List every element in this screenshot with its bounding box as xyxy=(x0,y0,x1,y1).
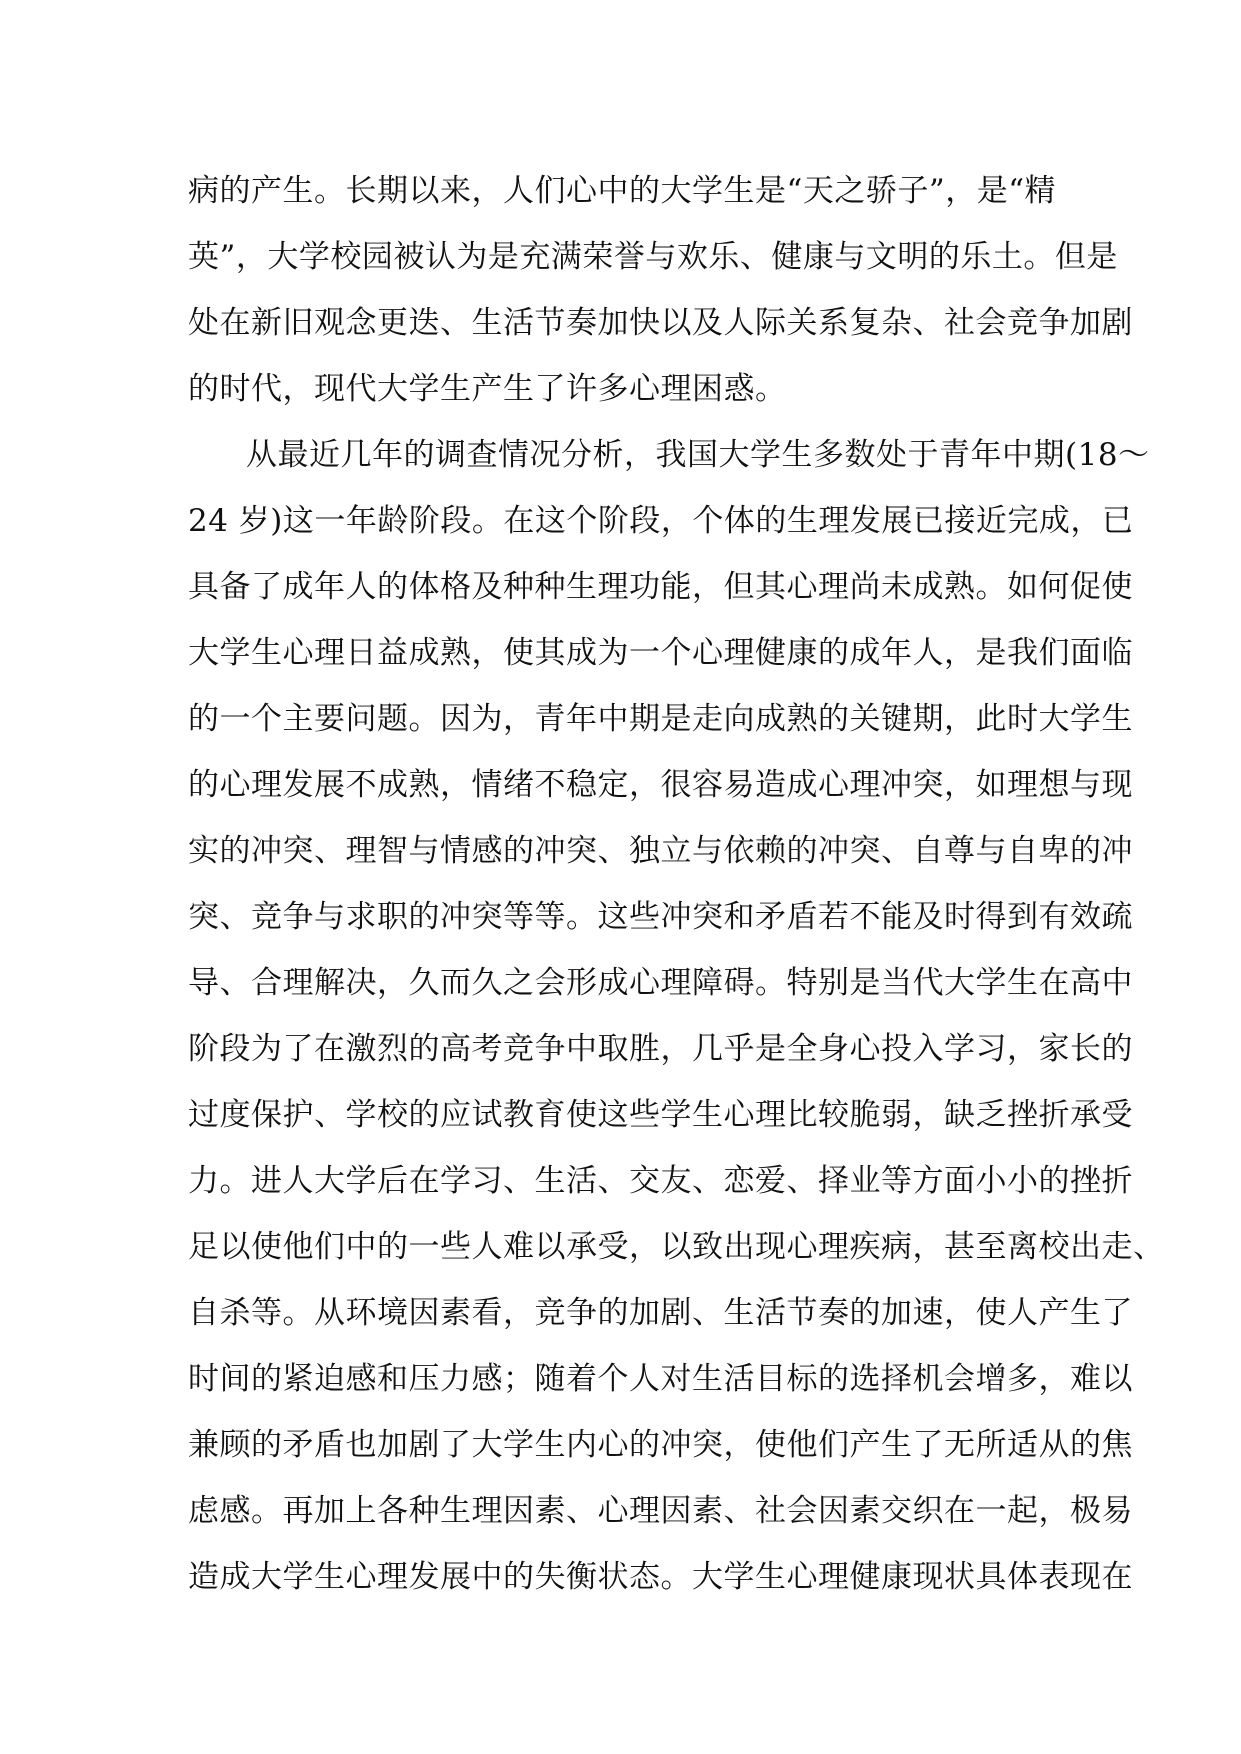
text-line: 突、竞争与求职的冲突等等。这些冲突和矛盾若不能及时得到有效疏 xyxy=(188,899,1133,935)
body-text xyxy=(188,158,1165,1610)
text-line: 实的冲突、理智与情感的冲突、独立与依赖的冲突、自尊与自卑的冲 xyxy=(188,833,1133,869)
text-line: 英”，大学校园被认为是充满荣誉与欢乐、健康与文明的乐土。但是 xyxy=(188,239,1118,275)
text-line: 虑感。再加上各种生理因素、心理因素、社会因素交织在一起，极易 xyxy=(188,1493,1133,1529)
paragraph xyxy=(188,158,1133,422)
text-line: 时间的紧迫感和压力感；随着个人对生活目标的选择机会增多，难以 xyxy=(188,1361,1133,1397)
text-line: 24 岁)这一年龄阶段。在这个阶段，个体的生理发展已接近完成，已 xyxy=(188,503,1134,539)
text-line: 大学生心理日益成熟，使其成为一个心理健康的成年人，是我们面临 xyxy=(188,635,1133,671)
text-line: 具备了成年人的体格及种种生理功能，但其心理尚未成熟。如何促使 xyxy=(188,569,1133,605)
paragraph xyxy=(188,422,1165,1610)
text-line: 处在新旧观念更迭、生活节奏加快以及人际关系复杂、社会竞争加剧 xyxy=(188,305,1133,341)
text-line: 病的产生。长期以来，人们心中的大学生是“天之骄子”，是“精 xyxy=(188,173,1057,209)
text-line: 力。进人大学后在学习、生活、交友、恋爱、择业等方面小小的挫折 xyxy=(188,1163,1133,1199)
text-line: 过度保护、学校的应试教育使这些学生心理比较脆弱，缺乏挫折承受 xyxy=(188,1097,1133,1133)
text-line: 的一个主要问题。因为，青年中期是走向成熟的关键期，此时大学生 xyxy=(188,701,1133,737)
text-line: 造成大学生心理发展中的失衡状态。大学生心理健康现状具体表现在 xyxy=(188,1559,1133,1595)
text-line: 兼顾的矛盾也加剧了大学生内心的冲突，使他们产生了无所适从的焦 xyxy=(188,1427,1133,1463)
text-line: 足以使他们中的一些人难以承受，以致出现心理疾病，甚至离校出走、 xyxy=(188,1229,1165,1265)
text-line: 导、合理解决，久而久之会形成心理障碍。特别是当代大学生在高中 xyxy=(188,965,1133,1001)
text-line: 从最近几年的调查情况分析，我国大学生多数处于青年中期(18～ xyxy=(246,437,1150,473)
text-line: 阶段为了在激烈的高考竞争中取胜，几乎是全身心投入学习，家长的 xyxy=(188,1031,1133,1067)
text-line: 的心理发展不成熟，情绪不稳定，很容易造成心理冲突，如理想与现 xyxy=(188,767,1133,803)
text-line: 的时代，现代大学生产生了许多心理困惑。 xyxy=(188,371,787,407)
text-line: 自杀等。从环境因素看，竞争的加剧、生活节奏的加速，使人产生了 xyxy=(188,1295,1133,1331)
